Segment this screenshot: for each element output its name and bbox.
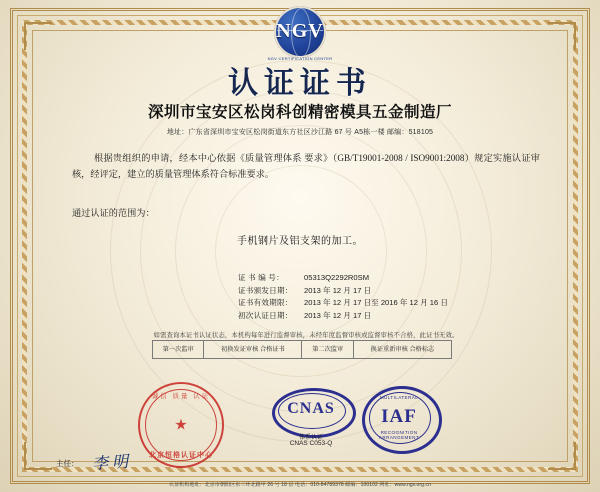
table-cell: 初换发证审核 合格证书 (204, 341, 302, 359)
corner-ornament (24, 22, 52, 50)
iaf-mark: IAF (381, 406, 417, 427)
iaf-arc-top: MULTILATERAL (379, 395, 419, 400)
certificate-details (238, 272, 448, 322)
certificate-body (72, 150, 540, 182)
seal-bottom-text: 北京恒格认证中心 (149, 452, 213, 459)
company-address: 地址：广东省深圳市宝安区松岗街道东方社区沙江路 67 号 A5栋一楼 邮编：518105 (166, 129, 434, 136)
detail-value: 2013 年 12 月 17 日至 2016 年 12 月 16 日 (304, 298, 448, 308)
body-paragraph: 根据贵组织的申请，经本中心依据《质量管理体系 要求》（GB/T19001-2008 / ISO9001:2008）规定实施认证审核，经评定，建立的质量管理体系符合标准要求。 (72, 153, 540, 179)
detail-label: 证 书 编 号： (238, 273, 284, 282)
table-cell: 第二次监审 (302, 341, 353, 359)
validity-note: 如需查询本证书认证状态，本机构每年进行监督审核，未经年度监督审核或监督审核不合格，此证书无效。 (153, 332, 459, 339)
cnas-sub-line-1: 体系认证 (298, 435, 323, 441)
signature-label: 主任： (56, 459, 79, 468)
detail-value: 2013 年 12 月 17 日 (304, 285, 372, 295)
detail-label: 证书颁发日期： (238, 285, 293, 295)
scope-label: 通过认证的范围为： (72, 208, 155, 218)
certifier-logo (252, 6, 348, 60)
star-icon: ★ (174, 416, 188, 434)
logo-mark: NGV (276, 20, 324, 42)
detail-row (238, 297, 448, 310)
table-cell: 第一次监审 (153, 341, 204, 359)
detail-row (238, 272, 448, 285)
detail-label: 初次认证日期： (238, 310, 293, 320)
cnas-sub-line-2: CNAS C053-Q (289, 440, 333, 447)
surveillance-stamp-table (152, 340, 452, 359)
page-title: 认证证书 (228, 67, 372, 100)
corner-ornament (548, 22, 576, 50)
cnas-accreditation-logo (272, 388, 350, 446)
detail-value: 2013 年 12 月 17 日 (304, 310, 372, 320)
iaf-logo (362, 386, 446, 448)
official-red-seal (138, 382, 224, 468)
cnas-mark: CNAS (287, 400, 335, 417)
seal-top-text: 诚信 质量 认证 (151, 393, 211, 400)
detail-value: 05313Q2292R0SM (304, 273, 370, 282)
corner-ornament (24, 442, 52, 470)
iaf-arc-bottom: RECOGNITION ARRANGEMENT (378, 430, 420, 440)
company-name: 深圳市宝安区松岗科创精密模具五金制造厂 (147, 104, 452, 121)
table-cell: 换证重新审核 合格标志 (353, 341, 451, 359)
footer-contact: 认证机构地址：北京市朝阳区东三环北路甲 26 号 18 层 电话：010-84789378 邮编：100102 网址：www.ngv.org.cn (168, 482, 431, 488)
corner-ornament (548, 442, 576, 470)
scope-value: 手机钢片及铝支架的加工。 (237, 236, 363, 247)
detail-row (238, 310, 448, 323)
logo-subtitle: NGV CERTIFICATION CENTER (267, 56, 333, 61)
table-row (153, 341, 452, 359)
detail-row (238, 285, 448, 298)
detail-label: 证书有效期限： (238, 298, 293, 308)
signature-name: 李 明 (91, 453, 129, 474)
